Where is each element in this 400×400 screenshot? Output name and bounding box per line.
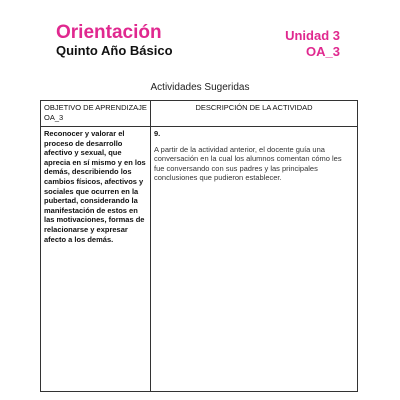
table-header-row: [41, 101, 358, 127]
activity-text: A partir de la actividad anterior, el docente guía una conversación en la cual los alumnos comentan cómo les fue conversando con sus padres y las principales conclusiones que pudieron establecer.: [154, 144, 342, 183]
activity-number: 9.: [154, 129, 161, 138]
description-cell: [151, 127, 358, 392]
unit-label: Unidad 3: [285, 28, 340, 43]
objective-cell: Reconocer y valorar el proceso de desarrollo afectivo y sexual, que aprecia en sí mismo y en los demás, describiendo los cambios físicos, afectivos y sociales que ocurren en la pubertad, considerando la manifestación de estos en las motivaciones, formas de relacionarse y expresar afecto a los demás.: [41, 127, 151, 392]
grade-subtitle: Quinto Año Básico: [56, 43, 173, 58]
section-heading: Actividades Sugeridas: [150, 82, 250, 93]
description-column-header: DESCRIPCIÓN DE LA ACTIVIDAD: [151, 101, 358, 127]
objective-code-label: OA_3: [306, 44, 340, 59]
objective-column-header: OBJETIVO DE APRENDIZAJE OA_3: [41, 101, 151, 127]
subject-title: Orientación: [56, 22, 162, 43]
activities-table: [40, 100, 358, 392]
table-row: [41, 127, 358, 392]
